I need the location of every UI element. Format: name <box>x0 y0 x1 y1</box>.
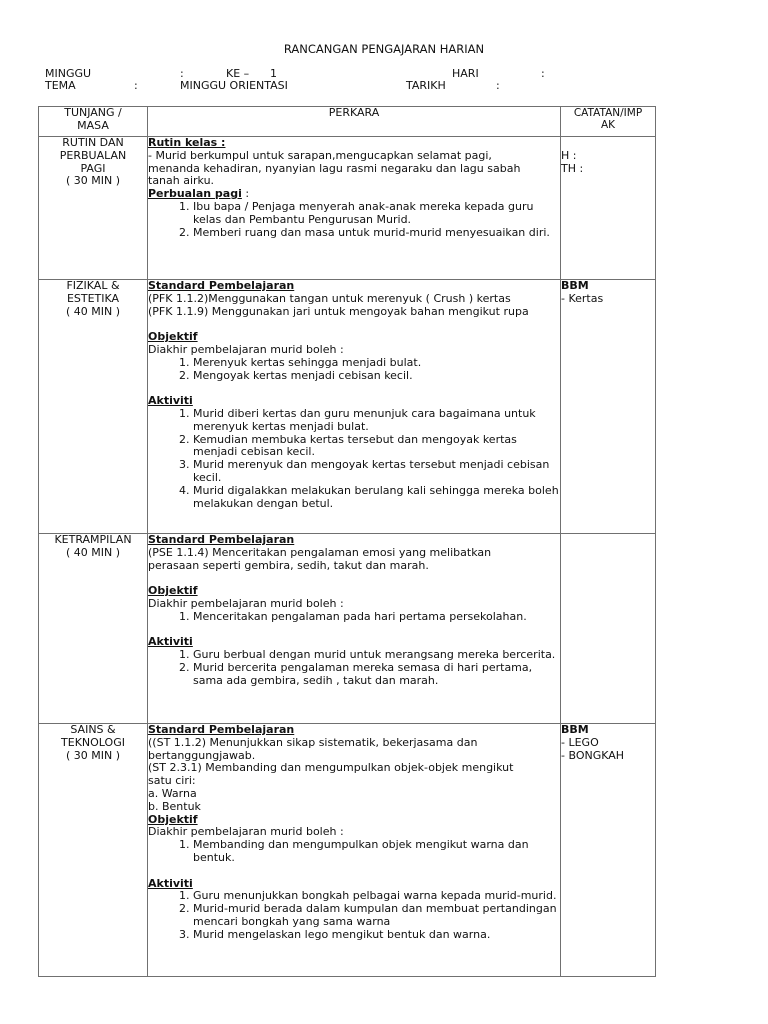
list-item: 2. Kemudian membuka kertas tersebut dan mengoyak kertas menjadi cebisan kecil. <box>193 434 560 460</box>
aktiviti-list <box>148 649 560 687</box>
list-item: 2. Mengoyak kertas menjadi cebisan kecil. <box>193 370 560 383</box>
perkara-cell: Standard Pembelajaran ((ST 1.1.2) Menunjukkan sikap sistematik, bekerjasama dan bertanggungjawab. (ST 2.3.1) Membanding dan mengumpulkan objek-objek mengikut satu ciri: a. Warna b. Bentuk Objektif Diakhir pembelajaran murid boleh : 1. Membanding dan mengumpulkan objek mengikut warna dan bentuk. Aktiviti 1. Guru menunjukkan bongkah pelbagai warna kepada murid-murid. 2. Murid-murid berada dalam kumpulan dan membuat pertandingan mencari bongkah yang sama warna 3. Murid mengelaskan lego mengikut bentuk dan warna. <box>148 724 561 977</box>
list-item: 2. Murid-murid berada dalam kumpulan dan membuat pertandingan mencari bongkah yang sama warna <box>193 903 560 929</box>
standard-pembelajaran-heading: Standard Pembelajaran <box>148 533 295 546</box>
aktiviti-heading: Aktiviti <box>148 876 193 890</box>
list-item: 2. Memberi ruang dan masa untuk murid-murid menyesuaikan diri. <box>193 227 560 240</box>
perkara-cell: Standard Pembelajaran (PFK 1.1.2)Menggunakan tangan untuk merenyuk ( Crush ) kertas (PFK 1.1.9) Menggunakan jari untuk mengoyak bahan mengikut rupa Objektif Diakhir pembelajaran murid boleh : 1. Merenyuk kertas sehingga menjadi bulat. 2. Mengoyak kertas menjadi cebisan kecil. Aktiviti 1. Murid diberi kertas dan guru menunjuk cara bagaimana untuk merenyuk kertas menjadi bulat. 2. Kemudian membuka kertas tersebut dan mengoyak kertas menjadi cebisan kecil. 3. Murid merenyuk dan mengoyak kertas tersebut menjadi cebisan kecil. 4. Murid digalakkan melakukan berulang kali sehingga mereka boleh melakukan dengan betul. <box>148 280 561 534</box>
objektif-list <box>148 839 560 865</box>
objektif-list <box>148 357 560 383</box>
standard-pembelajaran-heading: Standard Pembelajaran <box>148 279 295 292</box>
list-item: 1. Guru menunjukkan bongkah pelbagai warna kepada murid-murid. <box>193 890 560 903</box>
bbm-heading: BBM <box>561 723 589 736</box>
tema-value: MINGGU ORIENTASI <box>180 79 288 92</box>
table-row <box>39 534 656 724</box>
table-row <box>39 137 656 280</box>
perkara-cell: Standard Pembelajaran (PSE 1.1.4) Menceritakan pengalaman emosi yang melibatkan perasaan seperti gembira, sedih, takut dan marah. Objektif Diakhir pembelajaran murid boleh : 1. Menceritakan pengalaman pada hari pertama persekolahan. Aktiviti 1. Guru berbual dengan murid untuk merangsang mereka bercerita. 2. Murid bercerita pengalaman mereka semasa di hari pertama, sama ada gembira, sedih , takut dan marah. <box>148 534 561 724</box>
tema-label: TEMA <box>45 79 76 92</box>
minggu-colon: : <box>180 67 184 80</box>
list-item: 2. Murid bercerita pengalaman mereka semasa di hari pertama, sama ada gembira, sedih , takut dan marah. <box>193 662 560 688</box>
table-header-row <box>39 107 656 137</box>
bbm-heading: BBM <box>561 279 589 292</box>
page-title: RANCANGAN PENGAJARAN HARIAN <box>283 42 485 56</box>
table-row <box>39 280 656 534</box>
rutin-heading: Rutin kelas : <box>148 136 226 149</box>
masa-cell: RUTIN DAN PERBUALAN PAGI ( 30 MIN ) <box>39 137 148 280</box>
catatan-cell: BBM - LEGO - BONGKAH <box>561 724 656 977</box>
aktiviti-list <box>148 408 560 510</box>
list-item: 3. Murid mengelaskan lego mengikut bentuk dan warna. <box>193 929 560 942</box>
objektif-heading: Objektif <box>148 330 198 344</box>
perbualan-heading: Perbualan pagi <box>148 187 242 201</box>
aktiviti-heading: Aktiviti <box>148 635 193 649</box>
ke-label: KE – <box>226 67 250 80</box>
aktiviti-list <box>148 890 560 941</box>
catatan-cell: BBM - Kertas <box>561 280 656 534</box>
list-item: 1. Membanding dan mengumpulkan objek mengikut warna dan bentuk. <box>193 839 560 865</box>
tarikh-label: TARIKH <box>406 79 446 92</box>
catatan-cell <box>561 534 656 724</box>
ke-value: 1 <box>270 67 277 80</box>
list-item: 1. Ibu bapa / Penjaga menyerah anak-anak mereka kepada guru kelas dan Pembantu Pengurusan Murid. <box>193 201 560 227</box>
list-item: 1. Merenyuk kertas sehingga menjadi bulat. <box>193 357 560 370</box>
tarikh-colon: : <box>496 79 500 92</box>
minggu-label: MINGGU <box>45 67 92 80</box>
hari-label: HARI <box>452 67 479 80</box>
masa-cell: FIZIKAL & ESTETIKA ( 40 MIN ) <box>39 280 148 534</box>
tema-colon: : <box>134 79 138 92</box>
objektif-list <box>148 611 560 624</box>
col-header-tunjang: TUNJANG / MASA <box>39 107 148 137</box>
masa-cell: SAINS & TEKNOLOGI ( 30 MIN ) <box>39 724 148 977</box>
hari-colon: : <box>541 67 545 80</box>
table-row <box>39 724 656 977</box>
objektif-heading: Objektif <box>148 812 198 826</box>
list-item: 4. Murid digalakkan melakukan berulang kali sehingga mereka boleh melakukan dengan betul. <box>193 485 560 511</box>
perbualan-list <box>148 201 560 239</box>
col-header-perkara: PERKARA <box>148 107 561 137</box>
list-item: 1. Guru berbual dengan murid untuk merangsang mereka bercerita. <box>193 649 560 662</box>
aktiviti-heading: Aktiviti <box>148 394 193 408</box>
col-header-catatan: CATATAN/IMP AK <box>561 107 656 137</box>
list-item: 3. Murid merenyuk dan mengoyak kertas tersebut menjadi cebisan kecil. <box>193 459 560 485</box>
catatan-cell: H : TH : <box>561 137 656 280</box>
lesson-plan-table <box>38 106 656 977</box>
standard-pembelajaran-heading: Standard Pembelajaran <box>148 723 295 736</box>
list-item: 1. Murid diberi kertas dan guru menunjuk cara bagaimana untuk merenyuk kertas menjadi bulat. <box>193 408 560 434</box>
masa-cell: KETRAMPILAN ( 40 MIN ) <box>39 534 148 724</box>
list-item: 1. Menceritakan pengalaman pada hari pertama persekolahan. <box>193 611 560 624</box>
objektif-heading: Objektif <box>148 584 198 598</box>
perkara-cell: Rutin kelas : - Murid berkumpul untuk sarapan,mengucapkan selamat pagi, menanda kehadiran, nyanyian lagu rasmi negaraku dan lagu sabah tanah airku. Perbualan pagi : 1. Ibu bapa / Penjaga menyerah anak-anak mereka kepada guru kelas dan Pembantu Pengurusan Murid. 2. Memberi ruang dan masa untuk murid-murid menyesuaikan diri. <box>148 137 561 280</box>
